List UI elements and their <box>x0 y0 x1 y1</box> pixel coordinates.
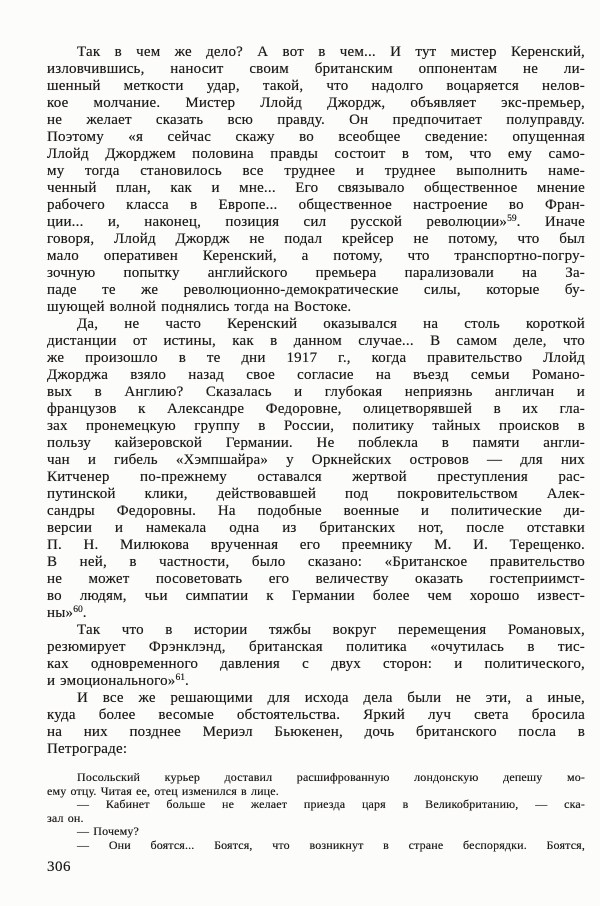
text-line: Ллойд Джорджем половина правды состоит в том, что ему само- <box>47 146 585 162</box>
text-line: Посольский курьер доставил расшифрованную лондонскую депешу мо- <box>77 770 585 784</box>
text-line: на них позднее Мериэл Бьюкенен, дочь британского посла в <box>47 724 585 740</box>
text-line: путинской клики, действовавшей под покровительством Алек- <box>47 486 585 502</box>
text-line: пользу кайзеровской Германии. Не поблекла в памяти англи- <box>47 435 585 451</box>
text-line: Китченер по-прежнему оставался жертвой преступления рас- <box>47 469 585 485</box>
text-line: не может посоветовать его величеству оказать гостеприимст- <box>47 571 585 587</box>
text-line: и эмоционального»$^{61}$. <box>47 673 189 689</box>
text-line: П. Н. Милюкова врученная его преемнику М. И. Терещенко. <box>47 537 585 553</box>
text-line: ченный план, как и мне... Его связывало общественное мнение <box>47 180 585 196</box>
text-line: версии и намекала одна из британских нот, после отставки <box>47 520 585 536</box>
text-line: зах пронемецкую группу в России, политику тайных происков в <box>47 418 585 434</box>
text-line: не желает сказать всю правду. Он предпочитает полуправду. <box>47 112 585 128</box>
text-line: ны»$^{60}$. <box>47 605 87 621</box>
text-line: дистанции от истины, как в данном случае... В самом деле, что <box>47 333 585 349</box>
text-line: зал он. <box>47 810 84 825</box>
text-line: мало оперативен Керенский, а потому, что транспортно-погру- <box>47 248 585 264</box>
text-line: чан и гибель «Хэмпшайра» у Оркнейских островов — для них <box>47 452 585 468</box>
text-line: Поэтому «я сейчас скажу во всеобщее сведение: опущенная <box>47 129 585 145</box>
text-line: ему отцу. Читая ее, отец изменился в лице. <box>47 783 279 798</box>
footnote-ref: 59 <box>507 214 517 224</box>
paragraph-4 <box>47 690 585 758</box>
page-text <box>47 44 585 853</box>
text-line: Джорджа взяло назад свое согласие на въезд семьи Романо- <box>47 367 585 383</box>
paragraph-3 <box>47 622 585 690</box>
text-line: — Кабинет больше не желает приезда царя в Великобританию, — ска- <box>77 797 585 812</box>
text-line: Так что в истории тяжбы вокруг перемещения Романовых, <box>77 622 585 638</box>
text-line: ках одновременного давления с двух сторон: и политического, <box>47 656 585 672</box>
text-line: Так в чем же дело? А вот в чем... И тут мистер Керенский, <box>77 44 585 60</box>
text-line: И все же решающими для исхода дела были не эти, а иные, <box>77 690 585 706</box>
text-line: кое молчание. Мистер Ллойд Джордж, объявляет экс-премьер, <box>47 95 585 111</box>
text-line: французов к Александре Федоровне, олицетворявшей в их гла- <box>47 401 585 417</box>
text-line: куда более весомые обстоятельства. Яркий луч света бросила <box>47 707 585 723</box>
text-line: паде те же революционно-демократические силы, которые бу- <box>47 282 585 298</box>
text-line: — Почему? <box>77 824 139 839</box>
text-line: Да, не часто Керенский оказывался на столь короткой <box>77 316 585 332</box>
text-line: шенный меткости удар, такой, что надолго воцаряется нелов- <box>47 78 585 94</box>
text-line: му тогда становилось все труднее и труднее выполнить наме- <box>47 163 585 179</box>
text-line: сандры Федоровны. На подобные военные и политические ди- <box>47 503 585 519</box>
text-line: вых в Англию? Сказалась и глубокая неприязнь англичан и <box>47 384 585 400</box>
text-line: резюмирует Фрэнклэнд, британская политика «очутилась в тис- <box>47 639 585 655</box>
text-line: изловчившись, наносит своим британским оппонентам не ли- <box>47 61 585 77</box>
footnote-ref: 61 <box>175 673 185 683</box>
text-line: В ней, в частности, было сказано: «Британское правительство <box>47 554 585 570</box>
footnote-ref: 60 <box>73 605 83 615</box>
text-line: рабочего класса в Европе... общественное настроение во Фран- <box>47 197 585 213</box>
text-line: зочную попытку английского премьера парализовали на За- <box>47 265 585 281</box>
text-line: Петрограде: <box>47 741 128 757</box>
text-line: ции... и, наконец, позиция сил русской революции»$^{59}$. Иначе <box>47 214 585 230</box>
text-line: шующей волной поднялись тогда на Востоке. <box>47 299 352 315</box>
paragraph-2 <box>47 316 585 622</box>
text-line: — Они боятся... Боятся, что возникнут в стране беспорядки. Боятся, <box>77 837 585 852</box>
text-line: во людям, чьи симпатии к Германии более чем хорошо извест- <box>47 588 585 604</box>
text-line: же произошло в те дни 1917 г., когда правительство Ллойд <box>47 350 585 366</box>
text-line: говоря, Ллойд Джордж не подал крейсер не потому, что был <box>47 231 585 247</box>
paragraph-1 <box>47 44 585 316</box>
block-quote <box>47 771 585 853</box>
page-number: 306 <box>47 859 71 875</box>
